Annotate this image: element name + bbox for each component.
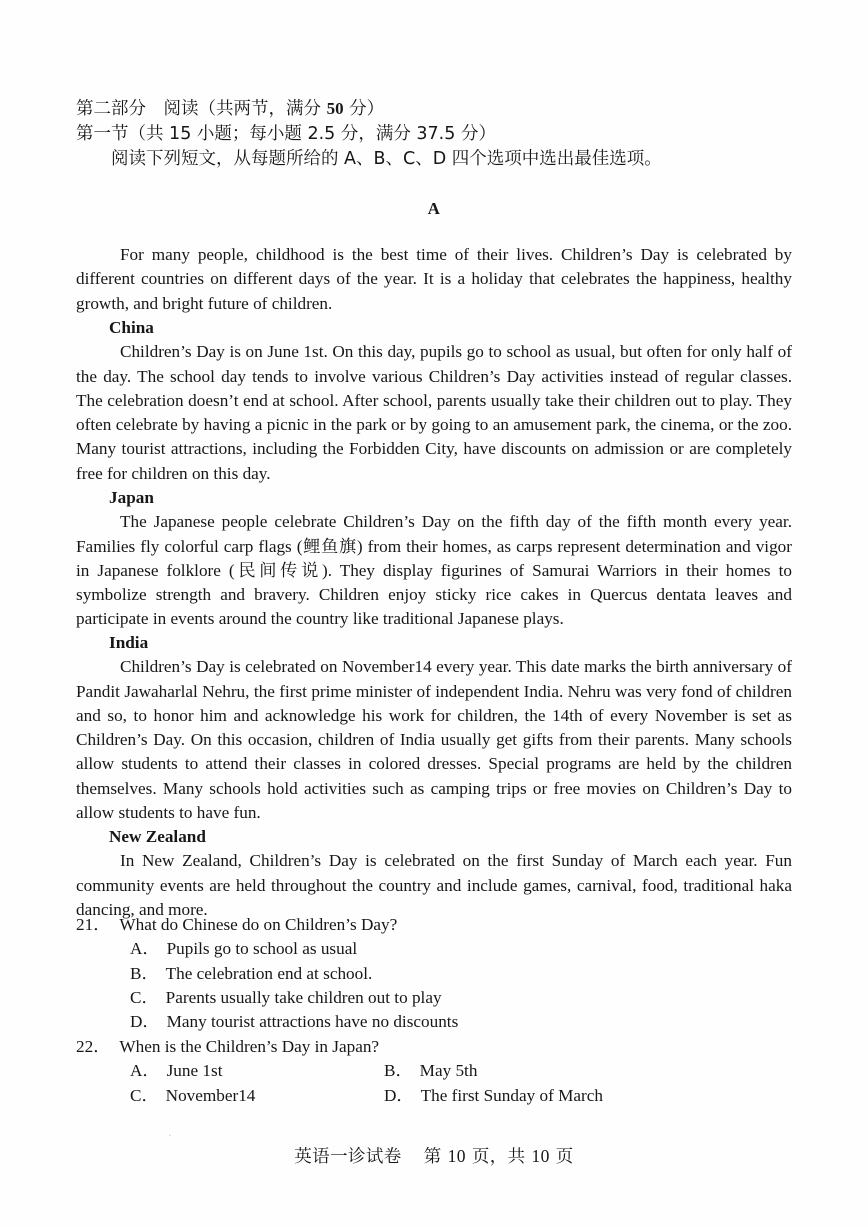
question-21-option-c[interactable]: [76, 986, 792, 1010]
section-body-india: Children’s Day is celebrated on November14 every year. This date marks the birth anniversary of Pandit Jawaharlal Nehru, the first prime minister of independent India. Nehru was very fond of children and so, to honor him and acknowledge his work for children, the 14th of every November is set as Children’s Day. On this occasion, children of India usually get gifts from their parents. Many schools allow students to attend their classes in colored dresses. Special programs are held by the children themselves. Many schools hold activities such as camping trips or free movies on Children’s Day to allow students to have fun.: [76, 657, 792, 823]
section-india: [76, 631, 792, 825]
section-china: [76, 316, 792, 486]
question-22-number: 22．: [76, 1037, 111, 1056]
option-text-b: The celebration end at school.: [165, 963, 373, 983]
question-22-option-d[interactable]: [384, 1084, 603, 1108]
option-text-c: Parents usually take children out to play: [165, 987, 442, 1007]
option-label-d: D．: [130, 1012, 160, 1032]
section-body-new-zealand: In New Zealand, Children’s Day is celebrated on the first Sunday of March each year. Fun community events are held throughout the country and include games, carnival, food, traditional haka dancing, and more.: [76, 851, 792, 919]
question-22-text: When is the Children’s Day in Japan?: [119, 1037, 380, 1056]
option-text-a: Pupils go to school as usual: [166, 939, 358, 959]
option-text-d: Many tourist attractions have no discounts: [166, 1012, 459, 1032]
question-22-option-b[interactable]: [384, 1059, 477, 1083]
part-heading-tail: 分）: [343, 99, 385, 119]
page-footer: [0, 1143, 868, 1168]
option-label-c: C．: [130, 1085, 159, 1105]
question-22-option-row-2: [76, 1084, 792, 1108]
option-label-a: A．: [130, 939, 160, 959]
section-heading: 第一节（共 15 小题；每小题 2.5 分，满分 37.5 分）: [76, 124, 496, 144]
section-heading-india: India: [109, 633, 149, 652]
section-new-zealand: [76, 825, 792, 922]
option-label-b: B．: [130, 963, 159, 983]
option-label-b: B．: [384, 1061, 413, 1081]
option-label-c: C．: [130, 987, 159, 1007]
option-text-c: November14: [165, 1085, 256, 1105]
exam-header: [76, 96, 792, 172]
question-21-number: 21．: [76, 915, 111, 934]
passage-intro: For many people, childhood is the best time of their lives. Children’s Day is celebrated by different countries on different days of the year. It is a holiday that celebrates the happiness, healthy growth, and bright future of children.: [76, 245, 792, 313]
option-label-a: A．: [130, 1061, 160, 1081]
footer-page-suffix: 页: [549, 1147, 574, 1167]
option-text-d: The first Sunday of March: [420, 1085, 603, 1105]
question-21-stem: [76, 913, 792, 937]
question-22-option-a[interactable]: [130, 1059, 222, 1083]
part-heading-score: 50: [326, 99, 344, 118]
footer-exam-title: 英语一诊试卷: [294, 1147, 402, 1167]
question-22: [76, 1035, 792, 1108]
question-22-option-row-1: [76, 1059, 792, 1083]
part-heading-text: 第二部分 阅读（共两节，满分: [76, 99, 327, 119]
part-heading: [76, 96, 792, 122]
question-21-option-a[interactable]: [76, 937, 792, 961]
section-body-japan: The Japanese people celebrate Children’s Day on the fifth day of the fifth month every year. Families fly colorful carp flags (鲤鱼旗) from their homes, as carps represent determination and vigor in Japanese folklore (民间传说). They display figurines of Samurai Warriors in their homes to symbolize strength and bravery. Children enjoy sticky rice cakes in Quercus dentata leaves and participate in events around the country like traditional Japanese plays.: [76, 512, 792, 629]
question-21-option-b[interactable]: [76, 962, 792, 986]
option-text-a: June 1st: [166, 1061, 223, 1081]
section-heading-china: China: [109, 318, 154, 337]
footer-total-pages: 10: [531, 1146, 550, 1166]
passage-letter: A: [427, 199, 441, 218]
passage-intro-wrap: [76, 243, 792, 316]
option-text-b: May 5th: [419, 1061, 478, 1081]
question-21-option-d[interactable]: [76, 1010, 792, 1034]
footer-page-prefix: 第: [423, 1147, 448, 1167]
footer-page-number: 10: [447, 1146, 466, 1166]
question-21: [76, 913, 792, 1034]
scan-artifact-speck: ·: [168, 1129, 172, 1142]
question-21-text: What do Chinese do on Children’s Day?: [119, 915, 398, 934]
question-22-option-c[interactable]: [130, 1084, 255, 1108]
footer-page-middle: 页，共: [465, 1147, 532, 1167]
question-22-stem: [76, 1035, 792, 1059]
instruction-line: 阅读下列短文，从每题所给的 A、B、C、D 四个选项中选出最佳选项。: [111, 149, 662, 169]
option-label-d: D．: [384, 1085, 414, 1105]
section-heading-new-zealand: New Zealand: [109, 827, 206, 846]
section-body-china: Children’s Day is on June 1st. On this day, pupils go to school as usual, but often for only half of the day. The school day tends to involve various Children’s Day activities instead of regular classes. The celebration doesn’t end at school. After school, parents usually take their children out to play. They often celebrate by having a picnic in the park or by going to an amusement park, the cinema, or the zoo. Many tourist attractions, including the Forbidden City, have discounts on admission or are completely free for children on this day.: [76, 342, 792, 483]
section-japan: [76, 486, 792, 632]
section-heading-japan: Japan: [109, 488, 154, 507]
